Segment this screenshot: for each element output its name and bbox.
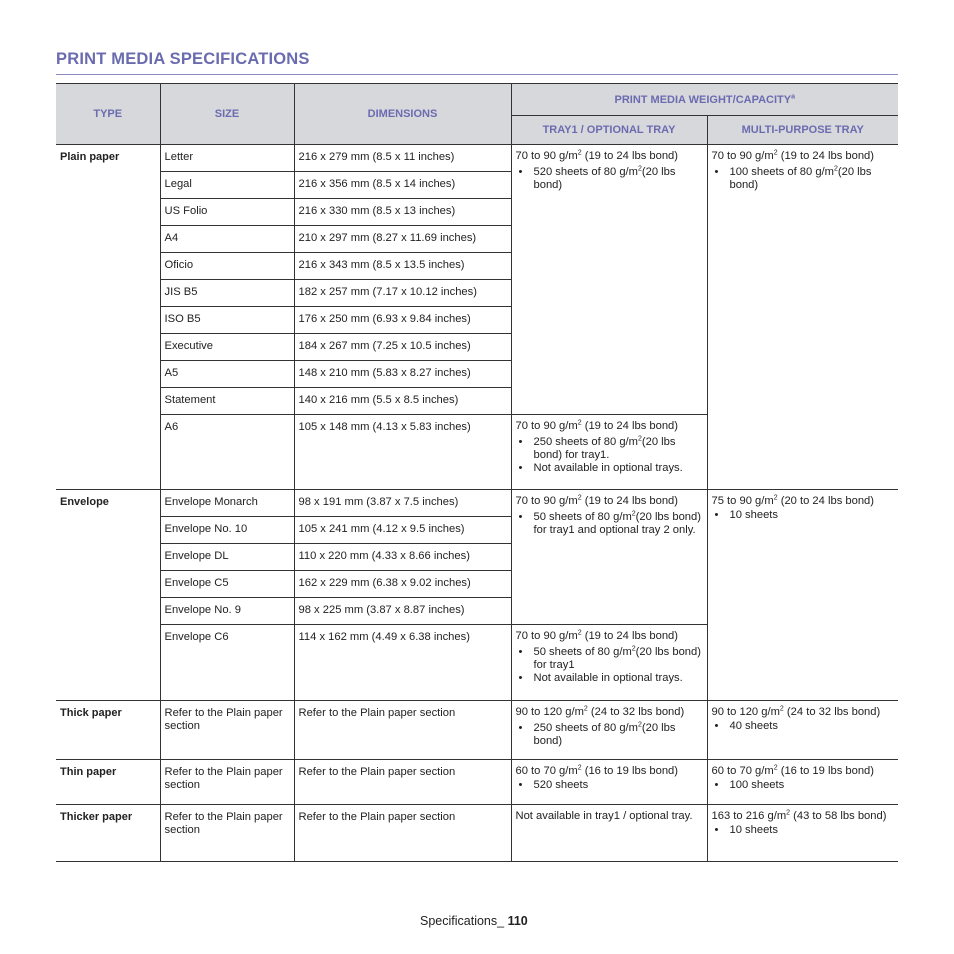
dimensions-cell: 216 x 279 mm (8.5 x 11 inches) [294,145,511,172]
dimensions-cell: Refer to the Plain paper section [294,701,511,760]
type-cell: Plain paper [56,145,160,490]
table-row [56,760,898,805]
page-title: PRINT MEDIA SPECIFICATIONS [56,50,310,68]
page-footer [420,914,528,928]
dimensions-cell: 210 x 297 mm (8.27 x 11.69 inches) [294,226,511,253]
multi-purpose-cell: 70 to 90 $g/m^2$ (19 to 24 lbs bond) • 100 sheets of 80 $g/m^2(20$ lbs bond) [707,145,898,490]
header-weight-capacity: PRINT MEDIA WEIGHT/CAPACITY$^a$ [511,84,898,116]
size-cell: Envelope C6 [160,625,294,701]
size-cell: Envelope No. 10 [160,517,294,544]
list-item: • 10 sheets [712,509,895,522]
type-cell: Thicker paper [56,805,160,862]
multi-purpose-cell: 60 to 70 $g/m^2$ (16 to 19 lbs bond) • 100 sheets [707,760,898,805]
header-type: TYPE [56,84,160,145]
size-cell: JIS B5 [160,280,294,307]
multi-purpose-cell: 163 to 216 $g/m^2$ (43 to 58 lbs bond) • 10 sheets [707,805,898,862]
list-item: • 50 sheets of 80 $g/m^2(20$ lbs bond) for tray1 [516,646,703,672]
footer-label: Specifications_ [420,914,508,928]
size-cell: Envelope DL [160,544,294,571]
tray1-cell: 70 to 90 $g/m^2$ (19 to 24 lbs bond) • 520 sheets of 80 $g/m^2(20$ lbs bond) [511,145,707,415]
dimensions-cell: 216 x 343 mm (8.5 x 13.5 inches) [294,253,511,280]
size-cell: Refer to the Plain paper section [160,760,294,805]
dimensions-cell: 216 x 356 mm (8.5 x 14 inches) [294,172,511,199]
table-row [56,701,898,760]
list-item: • 100 sheets [712,779,895,792]
list-item: • Not available in optional trays. [516,672,703,685]
tray1-cell: 70 to 90 $g/m^2$ (19 to 24 lbs bond) • 250 sheets of 80 $g/m^2(20$ lbs bond) for tray1. • Not available in optional trays. [511,415,707,490]
tray1-cell: 60 to 70 $g/m^2$ (16 to 19 lbs bond) • 520 sheets [511,760,707,805]
size-cell: Executive [160,334,294,361]
list-item: • 10 sheets [712,824,895,837]
tray1-cell: 90 to 120 $g/m^2$ (24 to 32 lbs bond) • 250 sheets of 80 $g/m^2(20$ lbs bond) [511,701,707,760]
header-tray1: TRAY1 / OPTIONAL TRAY [511,116,707,145]
title-divider [56,74,898,75]
list-item: • 50 sheets of 80 $g/m^2(20$ lbs bond) for tray1 and optional tray 2 only. [516,511,703,537]
list-item: • 250 sheets of 80 $g/m^2(20$ lbs bond) for tray1. [516,436,703,462]
page-number: 110 [507,914,528,928]
tray1-cell: 70 to 90 $g/m^2$ (19 to 24 lbs bond) • 50 sheets of 80 $g/m^2(20$ lbs bond) for tray1 • Not available in optional trays. [511,625,707,701]
dimensions-cell: 182 x 257 mm (7.17 x 10.12 inches) [294,280,511,307]
print-media-table [56,83,898,862]
dimensions-cell: 105 x 148 mm (4.13 x 5.83 inches) [294,415,511,490]
size-cell: Envelope Monarch [160,490,294,517]
list-item: • 100 sheets of 80 $g/m^2(20$ lbs bond) [712,166,895,192]
dimensions-cell: 176 x 250 mm (6.93 x 9.84 inches) [294,307,511,334]
type-cell: Envelope [56,490,160,701]
dimensions-cell: 105 x 241 mm (4.12 x 9.5 inches) [294,517,511,544]
size-cell: Oficio [160,253,294,280]
size-cell: Refer to the Plain paper section [160,805,294,862]
size-cell: A4 [160,226,294,253]
header-size: SIZE [160,84,294,145]
dimensions-cell: 140 x 216 mm (5.5 x 8.5 inches) [294,388,511,415]
dimensions-cell: 184 x 267 mm (7.25 x 10.5 inches) [294,334,511,361]
size-cell: Refer to the Plain paper section [160,701,294,760]
dimensions-cell: 98 x 191 mm (3.87 x 7.5 inches) [294,490,511,517]
size-cell: ISO B5 [160,307,294,334]
multi-purpose-cell: 75 to 90 $g/m^2$ (20 to 24 lbs bond) • 10 sheets [707,490,898,701]
size-cell: Statement [160,388,294,415]
list-item: • 40 sheets [712,720,895,733]
list-item: • 520 sheets of 80 $g/m^2(20$ lbs bond) [516,166,703,192]
size-cell: US Folio [160,199,294,226]
dimensions-cell: 98 x 225 mm (3.87 x 8.87 inches) [294,598,511,625]
size-cell: Envelope C5 [160,571,294,598]
size-cell: Letter [160,145,294,172]
type-cell: Thin paper [56,760,160,805]
list-item: • Not available in optional trays. [516,462,703,475]
header-multi-purpose-tray: MULTI-PURPOSE TRAY [707,116,898,145]
size-cell: Legal [160,172,294,199]
header-dimensions: DIMENSIONS [294,84,511,145]
list-item: • 520 sheets [516,779,703,792]
multi-purpose-cell: 90 to 120 $g/m^2$ (24 to 32 lbs bond) • 40 sheets [707,701,898,760]
dimensions-cell: 148 x 210 mm (5.83 x 8.27 inches) [294,361,511,388]
tray1-cell: Not available in tray1 / optional tray. [511,805,707,862]
dimensions-cell: Refer to the Plain paper section [294,760,511,805]
dimensions-cell: 114 x 162 mm (4.49 x 6.38 inches) [294,625,511,701]
table-row [56,805,898,862]
dimensions-cell: 162 x 229 mm (6.38 x 9.02 inches) [294,571,511,598]
list-item: • 250 sheets of 80 $g/m^2(20$ lbs bond) [516,722,703,748]
table-row [56,490,898,517]
size-cell: Envelope No. 9 [160,598,294,625]
tray1-cell: 70 to 90 $g/m^2$ (19 to 24 lbs bond) • 50 sheets of 80 $g/m^2(20$ lbs bond) for tray1 and optional tray 2 only. [511,490,707,625]
size-cell: A5 [160,361,294,388]
table-row [56,145,898,172]
dimensions-cell: 110 x 220 mm (4.33 x 8.66 inches) [294,544,511,571]
dimensions-cell: Refer to the Plain paper section [294,805,511,862]
size-cell: A6 [160,415,294,490]
type-cell: Thick paper [56,701,160,760]
dimensions-cell: 216 x 330 mm (8.5 x 13 inches) [294,199,511,226]
